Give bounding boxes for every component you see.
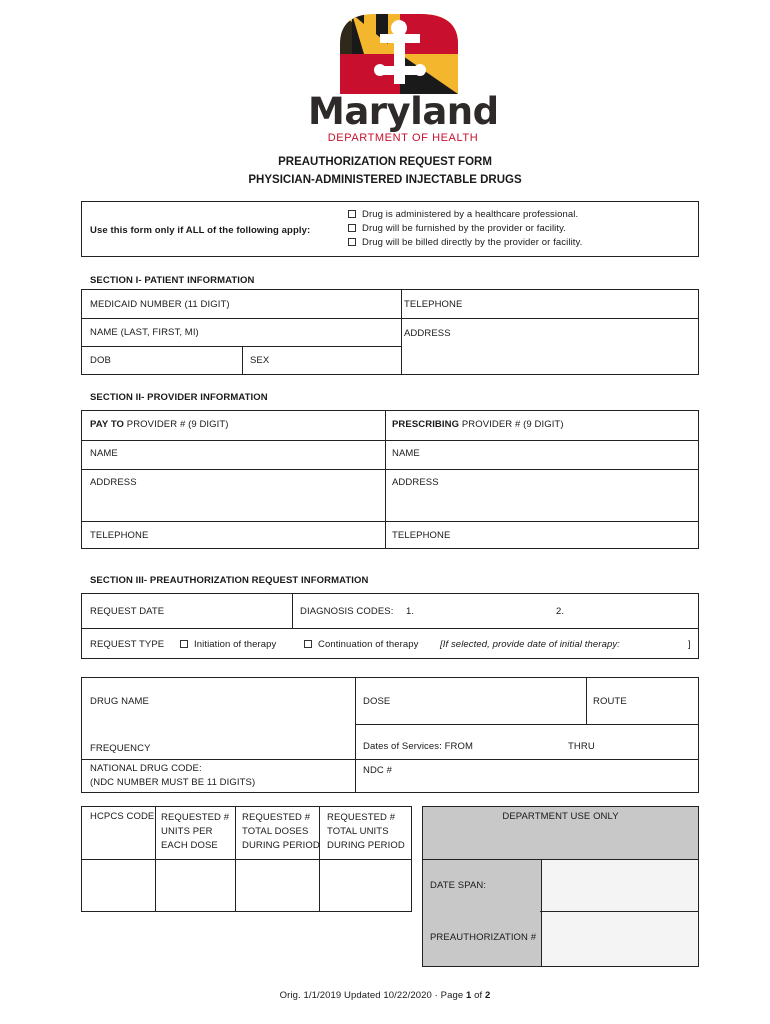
patient-name-field[interactable]: NAME (LAST, FIRST, MI) bbox=[90, 327, 199, 338]
bracket-close: ] bbox=[688, 639, 691, 650]
logo-wordmark: Maryland bbox=[308, 90, 499, 133]
initial-therapy-date-field[interactable]: [If selected, provide date of initial therapy: bbox=[440, 639, 620, 650]
form-title: PREAUTHORIZATION REQUEST FORM bbox=[278, 156, 492, 168]
dates-of-service-from-field[interactable]: Dates of Services: FROM bbox=[363, 741, 473, 752]
diagnosis-codes-label: DIAGNOSIS CODES: bbox=[300, 606, 394, 617]
prescribing-address-field[interactable]: ADDRESS bbox=[392, 477, 439, 488]
page-footer: Orig. 1/1/2019 Updated 10/22/2020 · Page 1 of 2 bbox=[279, 990, 491, 1001]
dose-field[interactable]: DOSE bbox=[363, 696, 391, 707]
initiation-option[interactable]: Initiation of therapy bbox=[180, 639, 276, 650]
checkbox-icon[interactable] bbox=[304, 640, 312, 648]
continuation-option[interactable]: Continuation of therapy bbox=[304, 639, 419, 650]
frequency-field[interactable]: FREQUENCY bbox=[90, 743, 151, 754]
total-units-header: REQUESTED # TOTAL UNITS DURING PERIOD bbox=[327, 812, 405, 851]
pay-to-telephone-field[interactable]: TELEPHONE bbox=[90, 530, 149, 541]
dob-field[interactable]: DOB bbox=[90, 355, 111, 366]
checkbox-icon[interactable] bbox=[180, 640, 188, 648]
drug-name-field[interactable]: DRUG NAME bbox=[90, 696, 149, 707]
sex-field[interactable]: SEX bbox=[250, 355, 270, 366]
applicability-prompt: Use this form only if ALL of the following apply: bbox=[90, 225, 311, 236]
route-field[interactable]: ROUTE bbox=[593, 696, 627, 707]
maryland-flag-emblem bbox=[290, 14, 500, 94]
section2-title: SECTION II- PROVIDER INFORMATION bbox=[90, 392, 268, 403]
applicability-item: Drug will be furnished by the provider or facility. bbox=[348, 223, 566, 234]
total-doses-header: REQUESTED # TOTAL DOSES DURING PERIOD bbox=[242, 812, 320, 851]
request-date-field[interactable]: REQUEST DATE bbox=[90, 606, 165, 617]
pay-to-address-field[interactable]: ADDRESS bbox=[90, 477, 137, 488]
applicability-item: Drug will be billed directly by the provider or facility. bbox=[348, 237, 582, 248]
checkbox-icon[interactable] bbox=[348, 210, 356, 218]
dates-of-service-thru-field[interactable]: THRU bbox=[568, 741, 595, 752]
logo-subtitle: DEPARTMENT OF HEALTH bbox=[327, 132, 479, 144]
prescribing-telephone-field[interactable]: TELEPHONE bbox=[392, 530, 451, 541]
applicability-item: Drug is administered by a healthcare professional. bbox=[348, 209, 578, 220]
ndc-label: NATIONAL DRUG CODE: bbox=[90, 763, 202, 774]
units-per-dose-header: REQUESTED # UNITS PER EACH DOSE bbox=[161, 812, 230, 851]
ndc-number-field[interactable]: NDC # bbox=[363, 765, 393, 776]
ndc-note: (NDC NUMBER MUST BE 11 DIGITS) bbox=[90, 777, 256, 788]
section3-title: SECTION III- PREAUTHORIZATION REQUEST INFORMATION bbox=[90, 575, 369, 586]
checkbox-icon[interactable] bbox=[348, 224, 356, 232]
medicaid-number-field[interactable]: MEDICAID NUMBER (11 DIGIT) bbox=[90, 299, 230, 310]
patient-telephone-field[interactable]: TELEPHONE bbox=[404, 299, 463, 310]
hcpcs-code-input[interactable] bbox=[82, 860, 154, 911]
prescribing-name-field[interactable]: NAME bbox=[392, 448, 420, 459]
prescribing-provider-field[interactable]: PRESCRIBING PROVIDER # (9 DIGIT) bbox=[392, 419, 564, 430]
diagnosis-code-1-field[interactable]: 1. bbox=[406, 606, 415, 617]
maryland-logo bbox=[290, 14, 500, 149]
date-span-label: DATE SPAN: bbox=[430, 880, 487, 891]
department-use-title: DEPARTMENT USE ONLY bbox=[502, 811, 619, 822]
section2-table bbox=[81, 410, 699, 549]
total-units-input[interactable] bbox=[320, 860, 411, 911]
total-doses-input[interactable] bbox=[236, 860, 318, 911]
pay-to-provider-field[interactable]: PAY TO PROVIDER # (9 DIGIT) bbox=[90, 419, 229, 430]
units-per-dose-input[interactable] bbox=[156, 860, 234, 911]
hcpcs-header: HCPCS CODE bbox=[90, 811, 155, 822]
checkbox-icon[interactable] bbox=[348, 238, 356, 246]
diagnosis-code-2-field[interactable]: 2. bbox=[556, 606, 565, 617]
patient-address-field[interactable]: ADDRESS bbox=[404, 328, 451, 339]
pay-to-name-field[interactable]: NAME bbox=[90, 448, 118, 459]
preauthorization-number-label: PREAUTHORIZATION # bbox=[430, 932, 537, 943]
form-subtitle: PHYSICIAN-ADMINISTERED INJECTABLE DRUGS bbox=[248, 174, 522, 186]
section1-title: SECTION I- PATIENT INFORMATION bbox=[90, 275, 255, 286]
request-type-label: REQUEST TYPE bbox=[90, 639, 165, 650]
